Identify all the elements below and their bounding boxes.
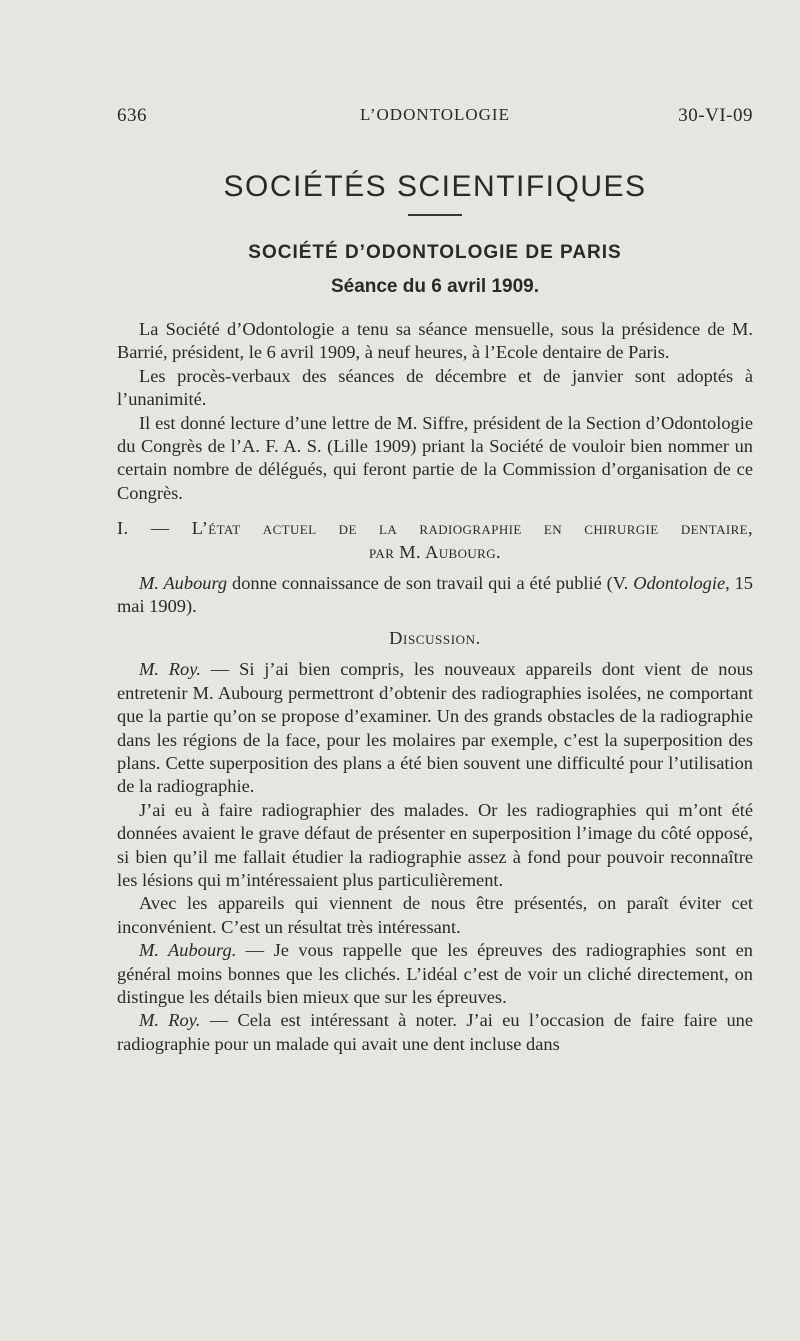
article-body: [117, 318, 753, 1056]
journal-title: L’ODONTOLOGIE: [360, 105, 510, 124]
document-page: [117, 100, 753, 1056]
speech-text: — Si j’ai bien compris, les nouveaux appareils dont vient de nous entretenir M. Aubourg permettront d’obtenir des radiographies isolées, ne comportant que la partie qu’on se propose d’examiner. Un des grands obstacles de la radiographie dans les régions de la face, pour les molaires par exemple, c’est la superposition des plans. Cette superposition des plans a été bien souvent une difficulté pour l’utilisation de la radiographie.: [117, 659, 753, 797]
speaker-name: M. Aubourg: [139, 573, 228, 594]
speaker-name: M. Roy.: [139, 1010, 201, 1031]
presentation-text: donne connaissance de son travail qui a été publié (V.: [227, 573, 634, 594]
discussion-heading: Discussion.: [389, 627, 481, 648]
intro-paragraph-1: La Société d’Odontologie a tenu sa séance mensuelle, sous la présidence de M. Barrié, président, le 6 avril 1909, à neuf heures, à l’Ecole dentaire de Paris.: [117, 319, 753, 363]
discussion-paragraph-2: J’ai eu à faire radiographier des malades. Or les radiographies qui m’ont été données avaient le grave défaut de présenter en superposition l’image du côté opposé, si bien qu’il me fallait étudier la radiographie assez à fond pour pouvoir reconnaître les lésions qui m’intéressaient plus particulièrement.: [117, 799, 753, 890]
discussion-paragraph-1: [117, 658, 753, 798]
page-number: 636: [117, 105, 147, 126]
discussion-paragraph-3: Avec les appareils qui viennent de nous être présentés, on paraît éviter cet inconvénient. C’est un résultat très intéressant.: [117, 893, 753, 937]
issue-date: 30-VI-09: [678, 105, 753, 126]
discussion-paragraph-4: [117, 939, 753, 1009]
speech-text: — Cela est intéressant à noter. J’ai eu l’occasion de faire faire une radiographie pour un malade qui avait une dent incluse dans: [117, 1010, 753, 1054]
section-title: SOCIÉTÉS SCIENTIFIQUES: [223, 170, 647, 203]
discussion-paragraph-5: [117, 1009, 753, 1056]
speaker-name: M. Aubourg.: [139, 940, 237, 961]
running-header: [117, 100, 753, 130]
speech-text: — Je vous rappelle que les épreuves des radiographies sont en général moins bonnes que les clichés. L’idéal c’est de voir un cliché directement, on distingue les détails bien mieux que sur les épreuves.: [117, 940, 753, 1007]
topic-heading-line-2: par M. Aubourg.: [369, 541, 501, 562]
publication-date: , 15 mai 1909).: [117, 573, 753, 617]
speaker-name: M. Roy.: [139, 659, 201, 680]
presentation-paragraph: [117, 572, 753, 619]
intro-paragraph-2: Les procès-verbaux des séances de décembre et de janvier sont adoptés à l’unanimité.: [117, 365, 753, 410]
society-title: SOCIÉTÉ D’ODONTOLOGIE DE PARIS: [248, 242, 622, 263]
title-divider: [408, 214, 462, 216]
session-title: Séance du 6 avril 1909.: [330, 276, 540, 297]
topic-heading-line-1: I. — L’état actuel de la radiographie en chirurgie dentaire,: [117, 518, 753, 539]
journal-reference: Odontologie: [633, 573, 726, 594]
intro-paragraph-3: Il est donné lecture d’une lettre de M. Siffre, président de la Section d’Odontologie du Congrès de l’A. F. A. S. (Lille 1909) priant la Société de vouloir bien nommer un certain nombre de délégués, qui feront partie de la Commission d’organisation de ce Congrès.: [117, 412, 753, 503]
